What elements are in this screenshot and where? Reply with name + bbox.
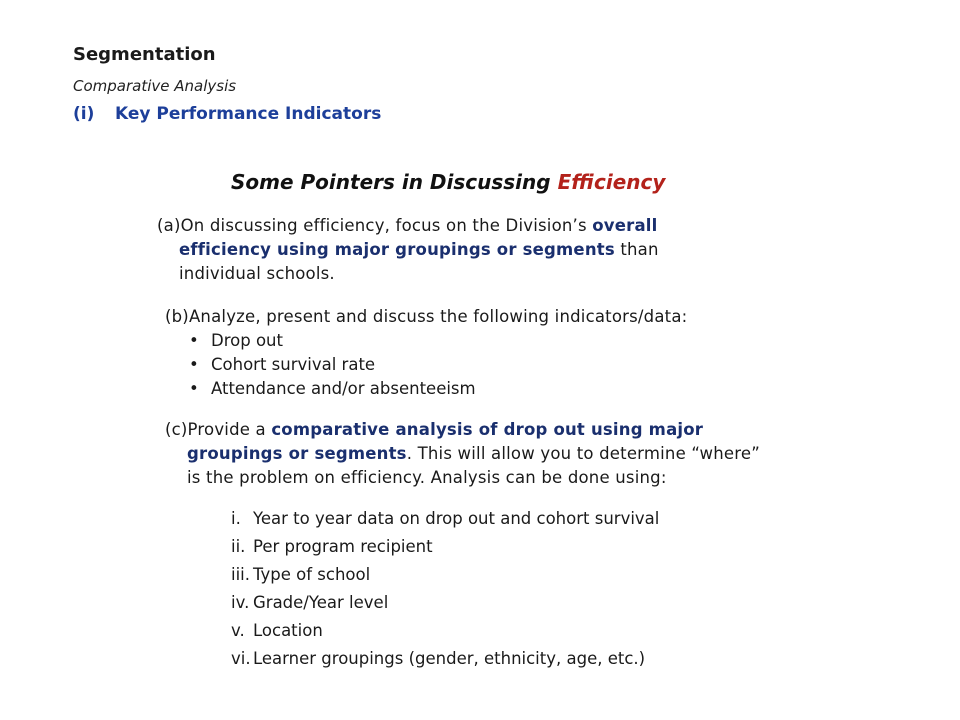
item-text: Grade/Year level bbox=[253, 593, 389, 612]
section-heading bbox=[73, 104, 381, 124]
point-c-tail1: . This will allow you to determine “where” bbox=[406, 444, 760, 463]
list-item bbox=[231, 592, 388, 614]
item-number: i. bbox=[231, 509, 241, 528]
pointers-accent: Efficiency bbox=[557, 170, 666, 194]
list-item bbox=[231, 536, 433, 558]
point-a bbox=[157, 214, 659, 286]
item-text: Learner groupings (gender, ethnicity, age, etc.) bbox=[253, 649, 646, 668]
list-item bbox=[231, 648, 645, 670]
page-title: Segmentation bbox=[73, 44, 216, 65]
list-item: • Attendance and/or absenteeism bbox=[189, 379, 476, 398]
point-c-lead: (c)Provide a bbox=[165, 420, 272, 439]
list-item bbox=[231, 508, 659, 530]
point-c-bold2: groupings or segments bbox=[187, 444, 407, 463]
point-c-bold1: comparative analysis of drop out using major bbox=[271, 420, 704, 439]
bullet-text: Cohort survival rate bbox=[211, 355, 376, 374]
page-subtitle: Comparative Analysis bbox=[73, 77, 237, 95]
item-number: vi. bbox=[231, 649, 251, 668]
section-number: (i) bbox=[73, 104, 95, 124]
point-c bbox=[165, 418, 760, 490]
list-item bbox=[231, 564, 370, 586]
item-number: v. bbox=[231, 621, 245, 640]
pointers-prefix: Some Pointers in Discussing bbox=[231, 170, 558, 194]
item-text: Type of school bbox=[253, 565, 371, 584]
section-title: Key Performance Indicators bbox=[115, 104, 382, 124]
point-c-tail2: is the problem on efficiency. Analysis can be done using: bbox=[187, 468, 667, 487]
point-a-tail2: individual schools. bbox=[179, 264, 335, 283]
item-text: Year to year data on drop out and cohort survival bbox=[253, 509, 660, 528]
list-item: • Drop out bbox=[189, 331, 283, 350]
item-text: Per program recipient bbox=[253, 537, 433, 556]
item-number: iii. bbox=[231, 565, 250, 584]
bullet-text: Attendance and/or absenteeism bbox=[211, 379, 476, 398]
item-number: iv. bbox=[231, 593, 250, 612]
list-item: • Cohort survival rate bbox=[189, 355, 376, 374]
item-text: Location bbox=[253, 621, 323, 640]
point-a-lead: (a)On discussing efficiency, focus on the Division’s bbox=[157, 216, 593, 235]
item-number: ii. bbox=[231, 537, 246, 556]
point-a-tail1: than bbox=[614, 240, 659, 259]
point-a-bold1: overall bbox=[592, 216, 658, 235]
point-a-bold2: efficiency using major groupings or segments bbox=[179, 240, 615, 259]
pointers-heading bbox=[231, 170, 665, 194]
point-b-lead: (b)Analyze, present and discuss the following indicators/data: bbox=[165, 307, 688, 326]
bullet-text: Drop out bbox=[211, 331, 283, 350]
list-item bbox=[231, 620, 323, 642]
